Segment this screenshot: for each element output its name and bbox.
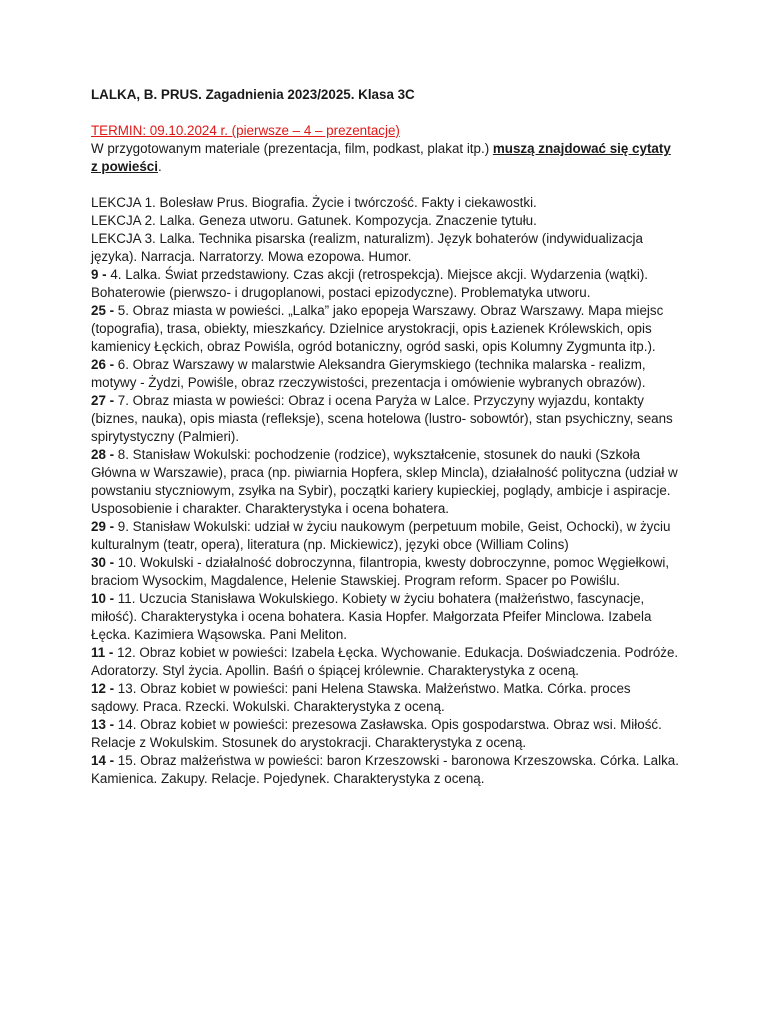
lesson-item-2 <box>91 212 681 230</box>
lesson-text: 15. Obraz małżeństwa w powieści: baron Krzeszowski - baronowa Krzeszowska. Córka. Lalka. Kamienica. Zakupy. Relacje. Pojedynek. Charakterystyka z oceną. <box>91 753 679 786</box>
lesson-item-9 <box>91 518 681 554</box>
lesson-item-7 <box>91 392 681 446</box>
lesson-item-15 <box>91 752 681 788</box>
lesson-text: LEKCJA 2. Lalka. Geneza utworu. Gatunek. Kompozycja. Znaczenie tytułu. <box>91 213 537 228</box>
lesson-item-5 <box>91 302 681 356</box>
lesson-text: 14. Obraz kobiet w powieści: prezesowa Zasławska. Opis gospodarstwa. Obraz wsi. Miłość. Relacje z Wokulskim. Stosunek do arystokracji. Charakterystyka z oceną. <box>91 717 662 750</box>
intro-emphasis: muszą znajdować się cytaty z powieści <box>91 141 671 174</box>
lesson-text: 11. Uczucia Stanisława Wokulskiego. Kobiety w życiu bohatera (małżeństwo, fascynacje, miłość). Charakterystyka i ocena bohatera. Kasia Hopfer. Małgorzata Pfeifer Minclowa. Izabela Łęcka. Kazimiera Wąsowska. Pani Meliton. <box>91 591 652 642</box>
lesson-text: 5. Obraz miasta w powieści. „Lalka” jako epopeja Warszawy. Obraz Warszawy. Mapa miejsc (topografia), trasa, obiekty, mieszkańcy. Dzielnice arystokracji, opis Łazienek Królewskich, opis kamienicy Łęckich, obraz Powiśla, ogród botaniczny, ogród saski, opis Kolumny Zygmunta itp.). <box>91 303 664 354</box>
lesson-text: 13. Obraz kobiet w powieści: pani Helena Stawska. Małżeństwo. Matka. Córka. proces sądowy. Praca. Rzecki. Wokulski. Charakterystyka z oceną. <box>91 681 631 714</box>
lesson-prefix: 26 - <box>91 357 118 372</box>
document-title: LALKA, B. PRUS. Zagadnienia 2023/2025. Klasa 3C <box>91 87 415 102</box>
lesson-item-11 <box>91 590 681 644</box>
lesson-prefix: 11 - <box>91 645 118 660</box>
lesson-prefix: 14 - <box>91 753 118 768</box>
lesson-item-13 <box>91 680 681 716</box>
lesson-prefix: 30 - <box>91 555 118 570</box>
lesson-text: 7. Obraz miasta w powieści: Obraz i ocena Paryża w Lalce. Przyczyny wyjazdu, kontakty (biznes, nauka), opis miasta (refleksje), scena hotelowa (lustro- sobowtór), stan psychiczny, seans spirytystyczny (Palmieri). <box>91 393 673 444</box>
lesson-item-4 <box>91 266 681 302</box>
lesson-text: 12. Obraz kobiet w powieści: Izabela Łęcka. Wychowanie. Edukacja. Doświadczenia. Podróże. Adoratorzy. Styl życia. Apollin. Baśń o śpiącej królewnie. Charakterystyka z oceną. <box>91 645 679 678</box>
lesson-item-10 <box>91 554 681 590</box>
lesson-item-12 <box>91 644 681 680</box>
lesson-text: 8. Stanisław Wokulski: pochodzenie (rodzice), wykształcenie, stosunek do nauki (Szkoła Główna w Warszawie), praca (np. piwiarnia Hopfera, sklep Mincla), działalność polityczna (udział w powstaniu styczniowym, zsyłka na Sybir), początki kariery kupieckiej, poglądy, ambicje i aspiracje. Usposobienie i charakter. Charakterystyka i ocena bohatera. <box>91 447 678 516</box>
lesson-prefix: 9 - <box>91 267 111 282</box>
intro-paragraph <box>91 140 681 176</box>
lesson-item-8 <box>91 446 681 518</box>
spacer <box>91 176 681 194</box>
lesson-prefix: 12 - <box>91 681 118 696</box>
intro-text: W przygotowanym materiale (prezentacja, film, podkast, plakat itp.) <box>91 141 493 156</box>
spacer <box>91 104 681 122</box>
lesson-prefix: 27 - <box>91 393 118 408</box>
intro-end: . <box>157 159 162 174</box>
lesson-item-14 <box>91 716 681 752</box>
lesson-prefix: 13 - <box>91 717 118 732</box>
lesson-item-1 <box>91 194 681 212</box>
lesson-prefix: 25 - <box>91 303 118 318</box>
lesson-text: LEKCJA 3. Lalka. Technika pisarska (realizm, naturalizm). Język bohaterów (indywidualizacja języka). Narracja. Narratorzy. Mowa ezopowa. Humor. <box>91 231 643 264</box>
deadline-line: TERMIN: 09.10.2024 r. (pierwsze – 4 – prezentacje) <box>91 123 400 138</box>
lesson-text: 6. Obraz Warszawy w malarstwie Aleksandra Gierymskiego (technika malarska - realizm, motywy - Żydzi, Powiśle, obraz rzeczywistości, prezentacja i omówienie wybranych obrazów). <box>91 357 646 390</box>
document-page <box>91 86 681 788</box>
lesson-prefix: 10 - <box>91 591 118 606</box>
lesson-text: 9. Stanisław Wokulski: udział w życiu naukowym (perpetuum mobile, Geist, Ochocki), w życiu kulturalnym (teatr, opera), literatura (np. Mickiewicz), języki obce (William Colins) <box>91 519 671 552</box>
lesson-prefix: 28 - <box>91 447 118 462</box>
lesson-text: LEKCJA 1. Bolesław Prus. Biografia. Życie i twórczość. Fakty i ciekawostki. <box>91 195 537 210</box>
lesson-text: 10. Wokulski - działalność dobroczynna, filantropia, kwesty dobroczynne, pomoc Węgiełkowi, braciom Wysockim, Magdalence, Helenie Stawskiej. Program reform. Spacer po Powiślu. <box>91 555 670 588</box>
lesson-item-6 <box>91 356 681 392</box>
lesson-item-3 <box>91 230 681 266</box>
lesson-prefix: 29 - <box>91 519 118 534</box>
lesson-text: 4. Lalka. Świat przedstawiony. Czas akcji (retrospekcja). Miejsce akcji. Wydarzenia (wątki). Bohaterowie (pierwszo- i drugoplanowi, postaci epizodyczne). Problematyka utworu. <box>91 267 649 300</box>
